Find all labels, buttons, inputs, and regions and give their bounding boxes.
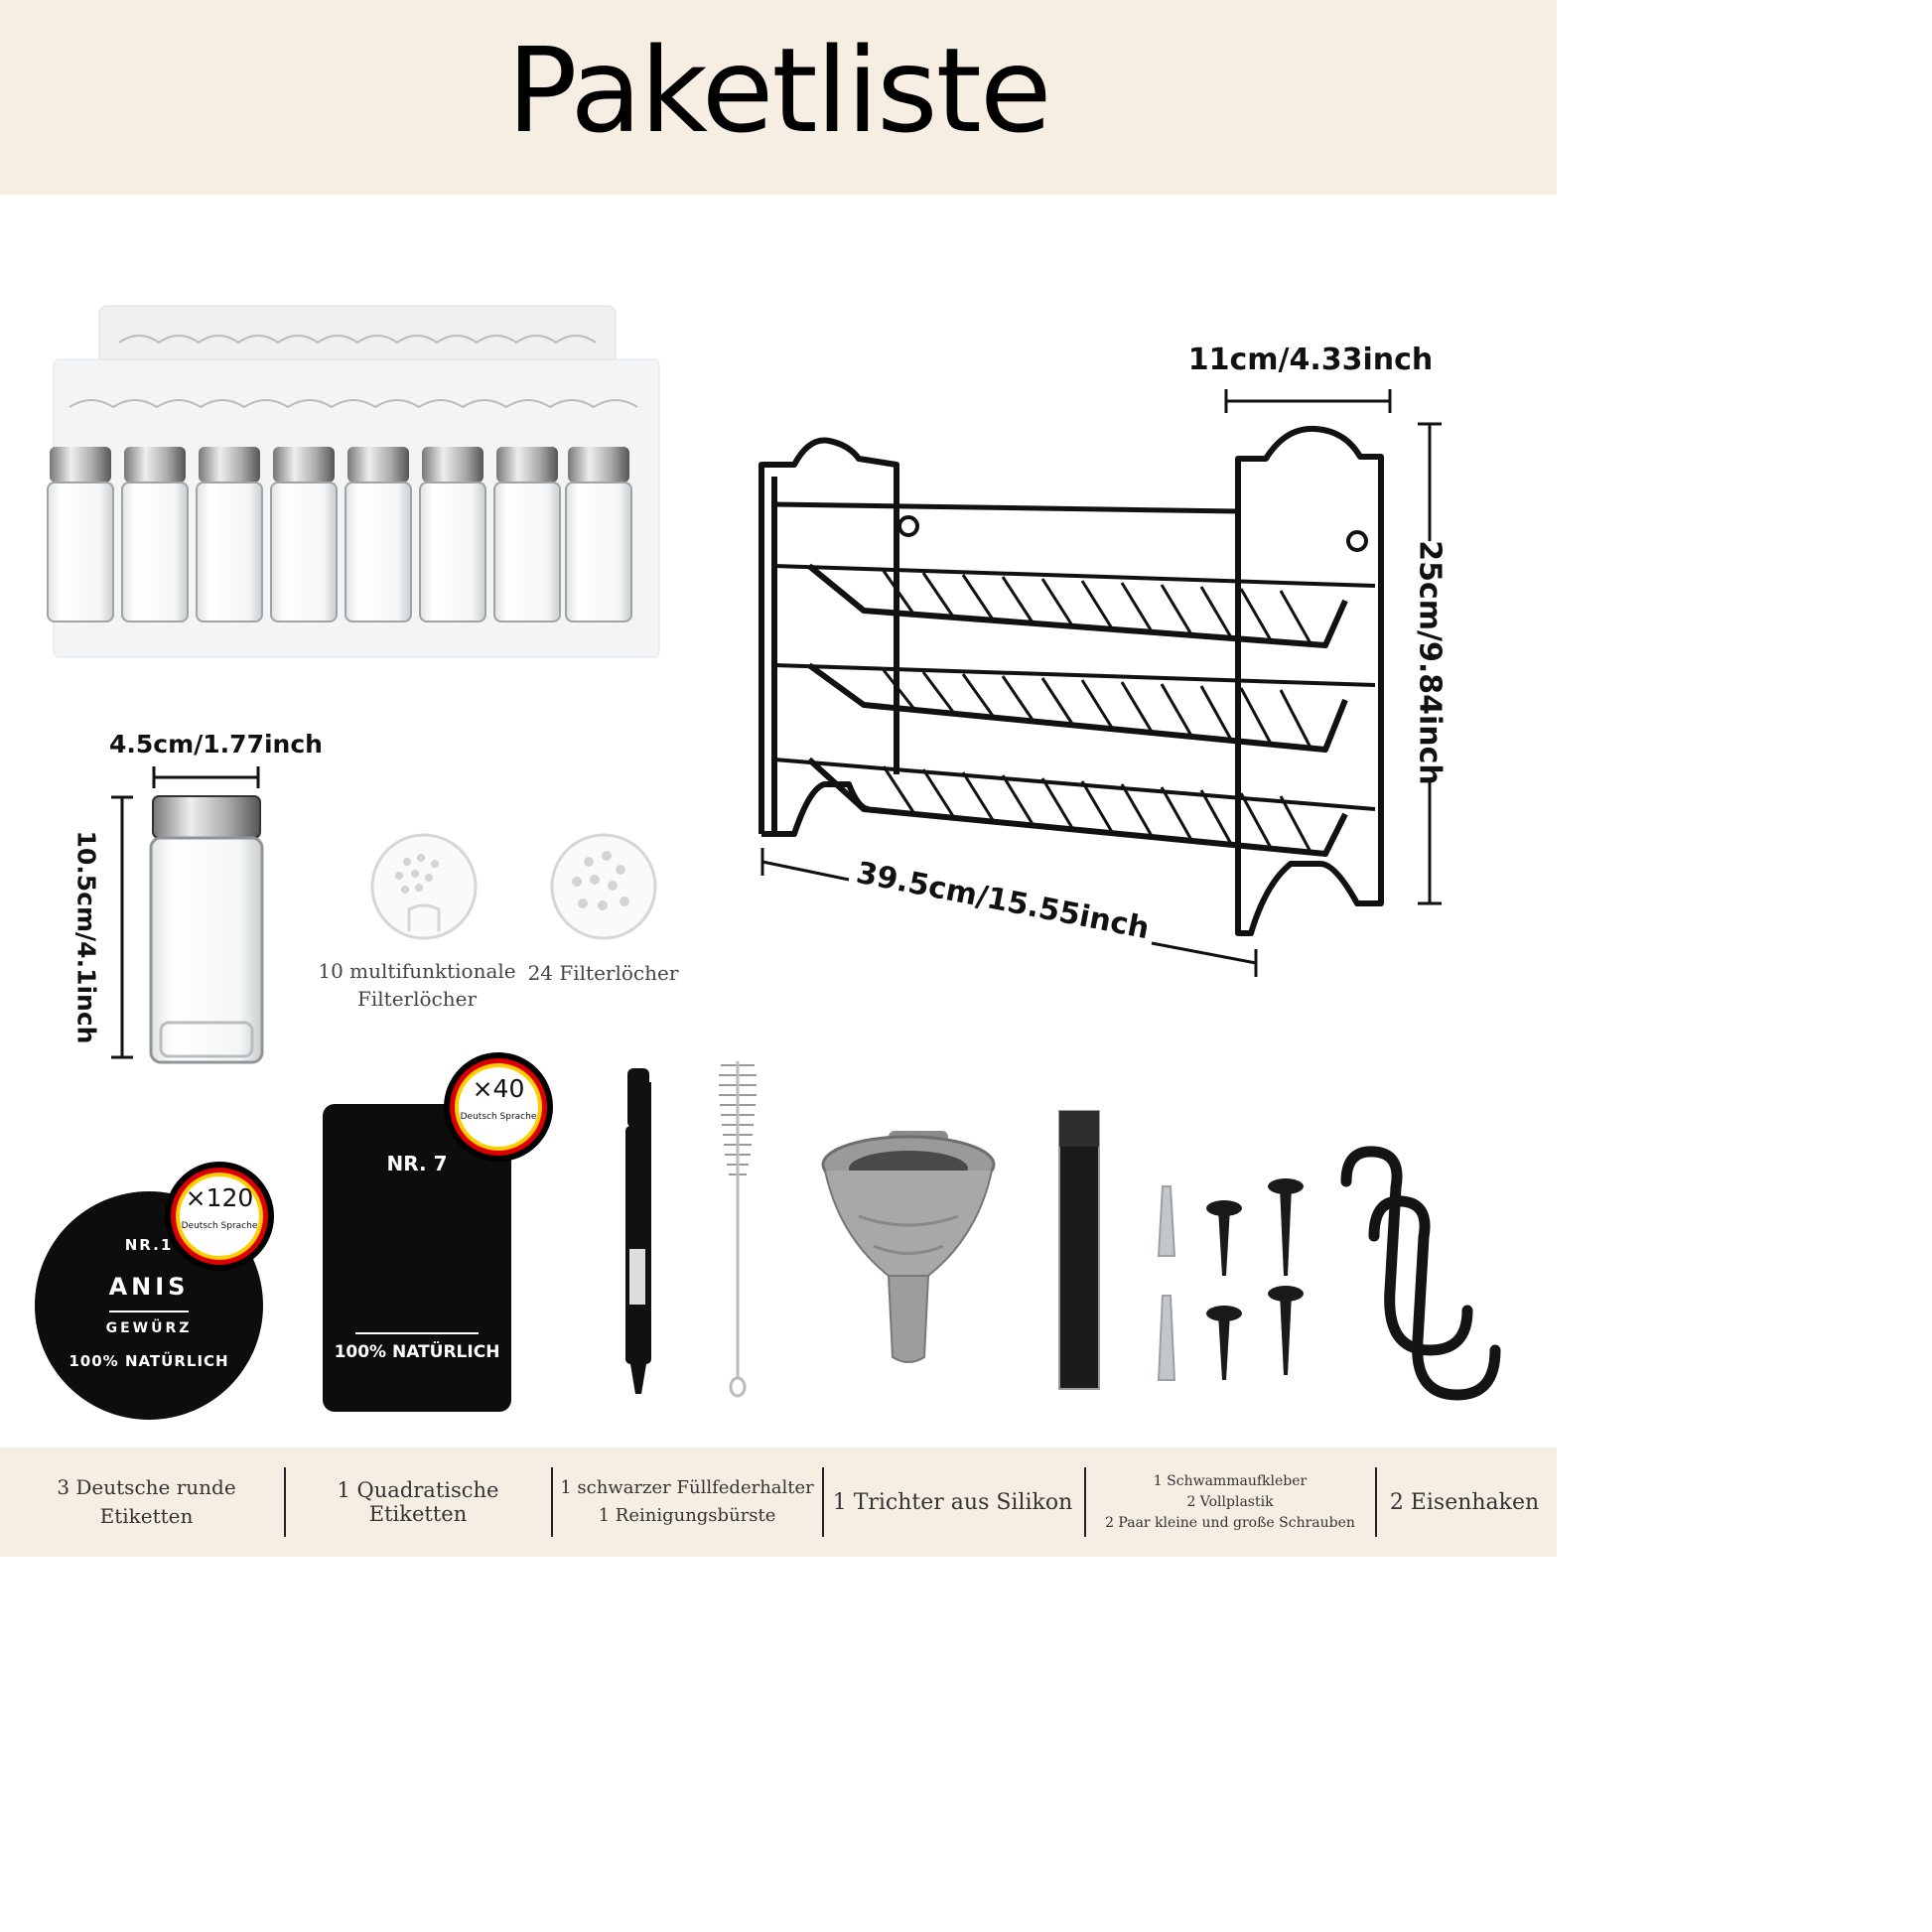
jar-height-dimension-line [109, 794, 135, 1062]
mount-hole-left [899, 517, 917, 535]
filter-holes-caption: 24 Filterlöcher [527, 961, 679, 985]
jar-lid [153, 796, 260, 838]
footer-divider [1375, 1467, 1377, 1537]
footer-divider [822, 1467, 824, 1537]
cleaning-brush-image [713, 1055, 762, 1403]
square-label-badge-count: ×40 [472, 1074, 525, 1103]
jar-set-image [40, 298, 685, 665]
filter-disc-holes [549, 832, 658, 941]
footer-line: 2 Eisenhaken [1389, 1489, 1540, 1515]
round-label-divider [109, 1311, 189, 1312]
round-label-natural: 100% NATÜRLICH [69, 1352, 229, 1370]
rack-width-label: 39.5cm/15.55inch [853, 855, 1153, 947]
square-label-divider [355, 1332, 479, 1334]
sponge-sticker-image [1055, 1107, 1103, 1395]
square-label-natural: 100% NATÜRLICH [334, 1342, 500, 1362]
footer-line: 2 Paar kleine und große Schrauben [1105, 1514, 1355, 1531]
filter-multi-caption [308, 957, 526, 1013]
round-label-badge-count: ×120 [185, 1183, 254, 1212]
single-jar-image [147, 794, 266, 1067]
footer-item-screws [1088, 1448, 1372, 1557]
footer-item-round-labels [20, 1448, 273, 1557]
footer-item-hooks [1380, 1448, 1549, 1557]
round-label-name: ANIS [108, 1273, 190, 1301]
filter-multi-line2: Filterlöcher [356, 987, 478, 1011]
footer-line: 1 Trichter aus Silikon [832, 1489, 1073, 1515]
round-label-sub: GEWÜRZ [105, 1320, 193, 1336]
marker-pen-image [616, 1060, 661, 1398]
footer-line: 2 Vollplastik [1186, 1493, 1274, 1510]
footer-line: 3 Deutsche runde [57, 1475, 236, 1499]
square-label-count-badge [442, 1050, 555, 1164]
footer-divider [1084, 1467, 1086, 1537]
silicone-funnel-image [819, 1127, 998, 1370]
jar-height-label: 10.5cm/4.1inch [71, 830, 101, 1044]
jar-width-label: 4.5cm/1.77inch [109, 730, 323, 759]
footer-line: 1 schwarzer Füllfederhalter [560, 1477, 814, 1498]
jar-width-dimension-line [149, 764, 263, 790]
rack-depth-label: 11cm/4.33inch [1187, 343, 1434, 377]
mount-hole-right [1348, 532, 1366, 550]
footer-line: 1 Schwammaufkleber [1153, 1472, 1308, 1489]
footer-line: 1 Quadratische Etiketten [337, 1478, 499, 1526]
square-label-nr: NR. 7 [386, 1152, 448, 1175]
round-label-nr: NR.1 [124, 1236, 174, 1254]
page-title: Paketliste [506, 22, 1050, 159]
square-label-badge-sub: Deutsch Sprache [460, 1112, 537, 1122]
footer-line: Etiketten [99, 1504, 194, 1528]
filter-disc-multifunction [369, 832, 479, 941]
footer-line: 1 Reinigungsbürste [598, 1505, 776, 1526]
footer-item-funnel [826, 1448, 1079, 1557]
s-hooks-image [1330, 1142, 1519, 1410]
jar-glass [151, 838, 262, 1062]
filter-multi-line1: 10 multifunktionale [318, 959, 516, 983]
footer-item-pen-brush [554, 1448, 820, 1557]
footer-divider [551, 1467, 553, 1537]
footer-divider [284, 1467, 286, 1537]
rack-depth-dimension-line [1219, 387, 1398, 417]
footer-item-square-labels [288, 1448, 548, 1557]
round-label-badge-sub: Deutsch Sprache [181, 1221, 258, 1231]
screws-and-anchors-image [1147, 1176, 1320, 1390]
rack-height-label: 25cm/9.84inch [1412, 540, 1448, 785]
round-label-count-badge [163, 1160, 276, 1273]
